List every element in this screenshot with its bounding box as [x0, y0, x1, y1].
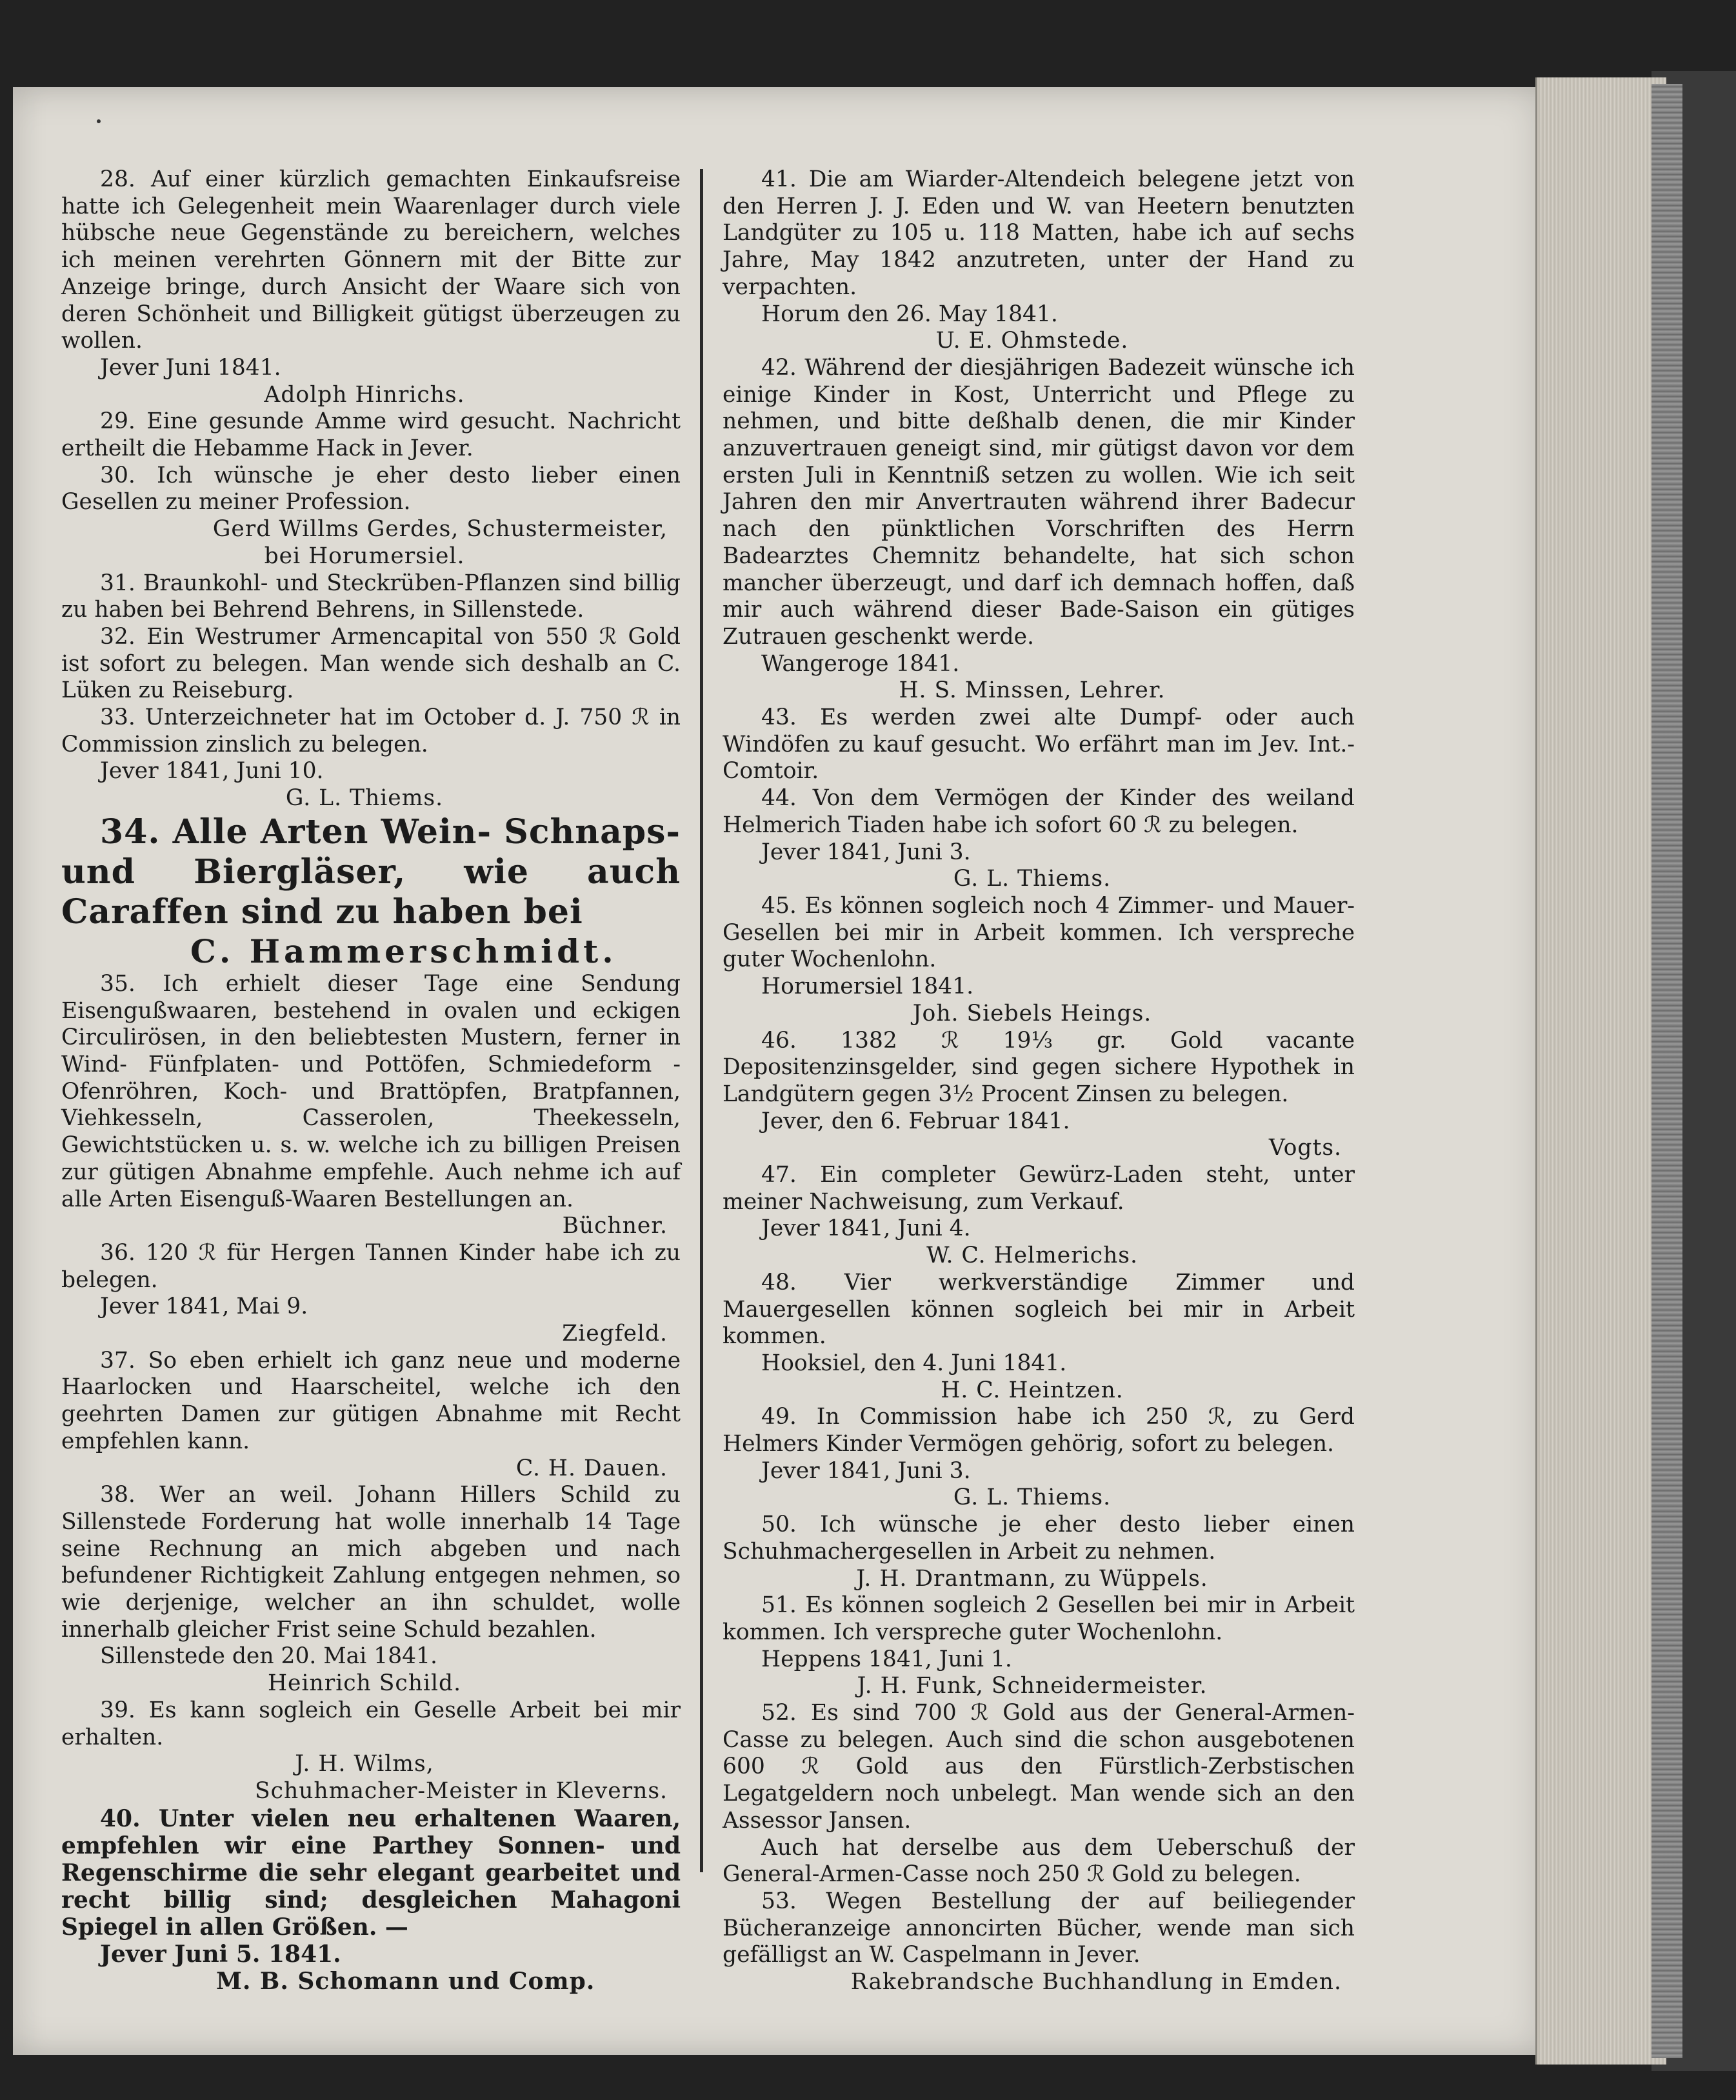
ad-41 — [723, 166, 1355, 355]
ad-53 — [723, 1888, 1355, 1996]
ad-46 — [723, 1028, 1355, 1163]
ad-31 — [61, 570, 681, 624]
ad-text: 28. Auf einer kürzlich gemachten Einkaufsreise hatte ich Gelegenheit mein Waarenlager durch viele hübsche neue Gegenstände zu bereichern, welches ich meinen verehrten Gönnern mit der Bitte zur Anzeige bringe, durch Ansicht der Waare sich von deren Schönheit und Billigkeit gütigst überzeugen zu wollen. — [61, 166, 681, 354]
ad-51 — [723, 1592, 1355, 1700]
ad-signature: Vogts. — [1268, 1135, 1342, 1161]
right-column — [723, 166, 1355, 1996]
page-mark — [97, 119, 101, 123]
ad-text: 48. Vier werkverständige Zimmer und Mauergesellen können sogleich bei mir in Arbeit kommen. — [723, 1269, 1355, 1350]
ad-44 — [723, 785, 1355, 893]
ad-33 — [61, 705, 681, 812]
ad-place: Jever, den 6. Februar 1841. — [761, 1108, 1070, 1134]
ad-signature: G. L. Thiems. — [953, 1485, 1112, 1511]
ad-text: 51. Es können sogleich 2 Gesellen bei mir in Arbeit kommen. Ich verspreche guter Wochenlohn. — [723, 1592, 1355, 1645]
ad-place: Jever 1841, Juni 3. — [761, 1457, 971, 1484]
ad-text: 47. Ein completer Gewürz-Laden steht, unter meiner Nachweisung, zum Verkauf. — [723, 1162, 1355, 1215]
ad-32 — [61, 624, 681, 705]
book-cover-edge — [1651, 84, 1682, 2058]
ad-text: 50. Ich wünsche je eher desto lieber einen Schuhmachergesellen in Arbeit zu nehmen. — [723, 1512, 1355, 1565]
ad-signature: G. L. Thiems. — [953, 866, 1112, 892]
ad-text: 43. Es werden zwei alte Dumpf- oder auch Windöfen zu kauf gesucht. Wo erfährt man im Jev. Int.-Comtoir. — [723, 705, 1355, 785]
ad-signature: C. Hammerschmidt. — [190, 932, 617, 970]
ad-headline: 34. Alle Arten Wein- Schnaps- und Biergläser, wie auch Caraffen sind zu haben bei — [61, 812, 681, 932]
ad-text: 33. Unterzeichneter hat im October d. J. 750 ℛ in Commission zinslich zu belegen. — [61, 705, 681, 757]
ad-signature-location: bei Horumersiel. — [264, 543, 465, 569]
ad-50 — [723, 1512, 1355, 1592]
ad-34 — [61, 812, 681, 971]
ad-39 — [61, 1697, 681, 1805]
ad-place: Jever 1841, Juni 3. — [761, 839, 971, 865]
ad-place: Sillenstede den 20. Mai 1841. — [100, 1643, 438, 1670]
ad-text: 42. Während der diesjährigen Badezeit wünsche ich einige Kinder in Kost, Unterricht und Pflege zu nehmen, und bitte deßhalb denen, die mir Kinder anzuvertrauen geneigt sind, mir gütigst davon vor dem ersten Juli in Kenntniß setzen zu wollen. Wie ich seit Jahren den mir Anvertrauten während ihrer Badecur nach den pünktlichen Vorschriften des Herrn Badearztes Chemnitz behandelte, hat sich schon mancher überzeugt, und darf ich demnach hoffen, daß mir auch während dieser Bade-Saison ein gütiges Zutrauen geschenkt werde. — [723, 354, 1355, 650]
ad-52 — [723, 1700, 1355, 1888]
ad-signature: H. C. Heintzen. — [941, 1377, 1124, 1403]
ad-signature: C. H. Dauen. — [515, 1455, 668, 1481]
ad-signature: Gerd Willms Gerdes, Schustermeister, — [212, 516, 668, 543]
ad-42 — [723, 355, 1355, 705]
ad-text: 49. In Commission habe ich 250 ℛ, zu Gerd Helmers Kinder Vermögen gehörig, sofort zu belegen. — [723, 1404, 1355, 1457]
ad-signature: M. B. Schomann und Comp. — [216, 1967, 595, 1995]
ad-signature: G. L. Thiems. — [285, 785, 444, 812]
ad-place: Heppens 1841, Juni 1. — [761, 1646, 1012, 1672]
ad-36 — [61, 1240, 681, 1348]
ad-place: Horum den 26. May 1841. — [761, 301, 1058, 327]
ad-37 — [61, 1348, 681, 1483]
ad-place: Jever 1841, Juni 4. — [761, 1215, 971, 1242]
ad-text: 30. Ich wünsche je eher desto lieber einen Gesellen zu meiner Profession. — [61, 462, 681, 515]
ad-place: Jever 1841, Mai 9. — [100, 1294, 308, 1320]
ad-text: 45. Es können sogleich noch 4 Zimmer- und Mauer-Gesellen bei mir in Arbeit kommen. Ich verspreche guter Wochenlohn. — [723, 892, 1355, 973]
ad-signature-location: Schuhmacher-Meister in Kleverns. — [255, 1777, 668, 1804]
ad-40 — [61, 1805, 681, 1995]
ad-text: 41. Die am Wiarder-Altendeich belegene jetzt von den Herren J. J. Eden und W. van Heetern benutzten Landgüter zu 105 u. 118 Matten, habe ich auf sechs Jahre, May 1842 anzutreten, unter der Hand zu verpachten. — [723, 166, 1355, 300]
ad-signature: H. S. Minssen, Lehrer. — [899, 677, 1166, 704]
ad-30 — [61, 463, 681, 570]
ad-place: Wangeroge 1841. — [761, 650, 960, 677]
ad-place: Jever Juni 1841. — [100, 354, 281, 381]
ad-38 — [61, 1482, 681, 1697]
ad-text: 39. Es kann sogleich ein Geselle Arbeit bei mir erhalten. — [61, 1697, 681, 1750]
ad-place: Jever 1841, Juni 10. — [100, 758, 324, 785]
ad-signature: J. H. Wilms, — [295, 1751, 434, 1777]
ad-28 — [61, 166, 681, 408]
ad-signature: Ziegfeld. — [562, 1321, 668, 1347]
ad-signature: Büchner. — [562, 1213, 668, 1239]
ad-text: 32. Ein Westrumer Armencapital von 550 ℛ Gold ist sofort zu belegen. Man wende sich deshalb an C. Lüken zu Reiseburg. — [61, 623, 681, 704]
ad-signature: W. C. Helmerichs. — [926, 1243, 1138, 1269]
ad-place: Hooksiel, den 4. Juni 1841. — [761, 1350, 1067, 1376]
ad-text: 53. Wegen Bestellung der auf beiliegender Bücheranzeige annoncirten Bücher, wende man sich gefälligst an W. Caspelmann in Jever. — [723, 1888, 1355, 1968]
ad-signature: Heinrich Schild. — [267, 1670, 462, 1697]
ad-47 — [723, 1162, 1355, 1270]
ad-text-continued: Auch hat derselbe aus dem Ueberschuß der General-Armen-Casse noch 250 ℛ Gold zu belegen. — [723, 1834, 1355, 1888]
ad-signature: J. H. Drantmann, zu Wüppels. — [856, 1565, 1208, 1592]
left-column — [61, 166, 681, 1995]
ad-signature: Joh. Siebels Heings. — [912, 1000, 1152, 1026]
ad-text: 37. So eben erhielt ich ganz neue und moderne Haarlocken und Haarscheitel, welche ich den geehrten Damen zur gütigen Abnahme mit Recht empfehlen kann. — [61, 1347, 681, 1454]
ad-29 — [61, 408, 681, 462]
ad-49 — [723, 1404, 1355, 1512]
ad-signature: Adolph Hinrichs. — [264, 381, 465, 408]
ad-text: 46. 1382 ℛ 19⅓ gr. Gold vacante Depositenzinsgelder, sind gegen sichere Hypothek in Landgütern gegen 3½ Procent Zinsen zu belegen. — [723, 1027, 1355, 1107]
ad-signature: Rakebrandsche Buchhandlung in Emden. — [850, 1969, 1342, 1995]
ad-signature: J. H. Funk, Schneidermeister. — [857, 1673, 1208, 1699]
ad-text: 38. Wer an weil. Johann Hillers Schild zu Sillenstede Forderung hat wolle innerhalb 14 Tage seine Rechnung an mich abgeben und nach befundener Richtigkeit Zahlung entgegen nehmen, so wie derjenige, welcher an ihn schuldet, wolle innerhalb gleicher Frist seine Schuld bezahlen. — [61, 1482, 681, 1643]
ad-45 — [723, 893, 1355, 1028]
ad-35 — [61, 971, 681, 1240]
ad-place: Jever Juni 5. 1841. — [100, 1940, 341, 1968]
ad-text: 52. Es sind 700 ℛ Gold aus der General-Armen-Casse zu belegen. Auch sind die schon ausgebotenen 600 ℛ Gold aus den Fürstlich-Zerbstischen Legatgeldern noch unbelegt. Man wende sich an den Assessor Jansen. — [723, 1700, 1355, 1834]
ad-43 — [723, 705, 1355, 785]
ad-48 — [723, 1270, 1355, 1405]
ad-text: 40. Unter vielen neu erhaltenen Waaren, empfehlen wir eine Parthey Sonnen- und Regenschirme die sehr elegant gearbeitet und recht billig sind; desgleichen Mahagoni Spiegel in allen Größen. — — [61, 1805, 681, 1941]
ad-text: 36. 120 ℛ für Hergen Tannen Kinder habe ich zu belegen. — [61, 1239, 681, 1293]
page-stack-edge — [1535, 77, 1666, 2065]
ad-text: 31. Braunkohl- und Steckrüben-Pflanzen sind billig zu haben bei Behrend Behrens, in Sillenstede. — [61, 570, 681, 623]
ad-text: 29. Eine gesunde Amme wird gesucht. Nachricht ertheilt die Hebamme Hack in Jever. — [61, 408, 681, 462]
column-divider — [700, 169, 703, 1872]
ad-signature: U. E. Ohmstede. — [935, 328, 1129, 354]
ad-text: 35. Ich erhielt dieser Tage eine Sendung Eisengußwaaren, bestehend in ovalen und eckigen Circulirösen, in den beliebtesten Mustern, ferner in Wind- Fünfplaten- und Pottöfen, Schmiedeform - Ofenröhren, Koch- und Brattöpfen, Bratpfannen, Viehkesseln, Casserolen, Theekesseln, Gewichtstücken u. s. w. welche ich zu billigen Preisen zur gütigen Abnahme empfehle. Auch nehme ich auf alle Arten Eisenguß-Waaren Bestellungen an. — [61, 970, 681, 1212]
ad-place: Horumersiel 1841. — [761, 974, 974, 1000]
ad-text: 44. Von dem Vermögen der Kinder des weiland Helmerich Tiaden habe ich sofort 60 ℛ zu belegen. — [723, 785, 1355, 838]
